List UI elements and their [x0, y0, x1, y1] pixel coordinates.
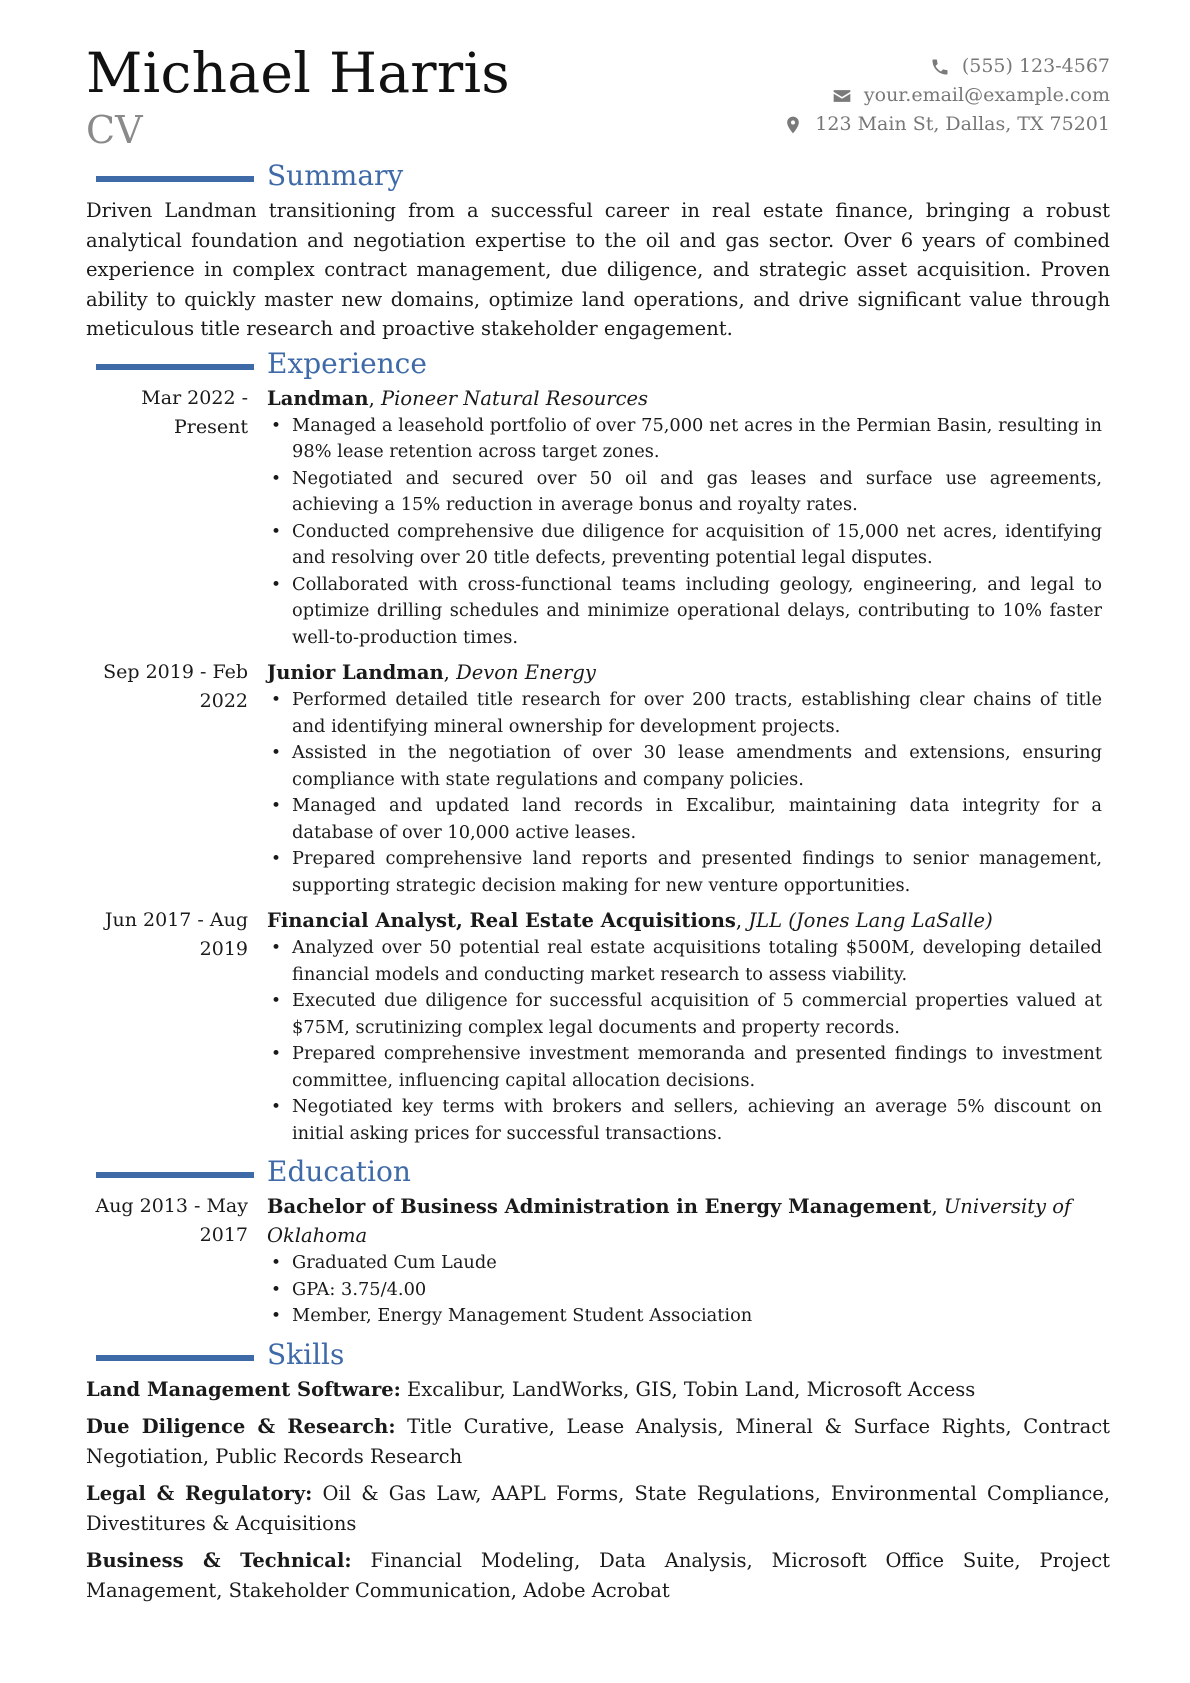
skill-list: Excalibur, LandWorks, GIS, Tobin Land, Microsoft Access	[407, 1377, 976, 1401]
map-pin-icon	[783, 115, 803, 135]
entry-body	[267, 658, 1110, 899]
section-accent-bar	[96, 1172, 254, 1178]
section-header-education	[86, 1154, 1110, 1192]
contact-info	[783, 52, 1110, 139]
list-item: • Performed detailed title research for over 200 tracts, establishing clear chains of title and identifying mineral ownership for development projects.	[267, 687, 1102, 740]
employer-name: Pioneer Natural Resources	[381, 386, 649, 410]
list-item: • Assisted in the negotiation of over 30 lease amendments and extensions, ensuring compliance with state regulations and company policies.	[267, 740, 1102, 793]
skill-group	[86, 1412, 1110, 1471]
job-title: Junior Landman	[267, 661, 444, 684]
entry-body	[267, 384, 1110, 652]
skill-list: Title Curative, Lease Analysis, Mineral & Surface Rights, Contract Negotiation, Public Records Research	[86, 1415, 1110, 1468]
achievement-list	[267, 935, 1102, 1147]
list-item: • GPA: 3.75/4.00	[267, 1277, 1102, 1304]
entry-body	[267, 1192, 1110, 1330]
resume-header	[86, 40, 1110, 158]
list-item: • Managed a leasehold portfolio of over 75,000 net acres in the Permian Basin, resulting in 98% lease retention across target zones.	[267, 413, 1102, 466]
list-item: • Negotiated key terms with brokers and sellers, achieving an average 5% discount on initial asking prices for successful transactions.	[267, 1094, 1102, 1147]
skill-category: Due Diligence & Research:	[86, 1415, 396, 1438]
entry-date: Aug 2013 - May 2017	[95, 1195, 248, 1246]
job-title: Landman	[267, 386, 369, 410]
skill-category: Legal & Regulatory:	[86, 1482, 313, 1505]
entry-date: Jun 2017 - Aug 2019	[104, 909, 248, 960]
list-item: • Collaborated with cross-functional teams including geology, engineering, and legal to optimize drilling schedules and minimize operational delays, contributing to 10% faster well-to-production times.	[267, 572, 1102, 652]
list-item: • Conducted comprehensive due diligence for acquisition of 15,000 net acres, identifying and resolving over 20 title defects, preventing potential legal disputes.	[267, 519, 1102, 572]
section-accent-bar	[96, 176, 254, 182]
entry-heading: Landman, Pioneer Natural Resources	[267, 386, 649, 410]
envelope-icon	[832, 86, 852, 106]
employer-name: Devon Energy	[456, 661, 596, 684]
entry-heading: Financial Analyst, Real Estate Acquisitions, JLL (Jones Lang LaSalle)	[267, 909, 993, 932]
education-details-list	[267, 1250, 1102, 1330]
education-entry	[86, 1192, 1110, 1330]
candidate-name: Michael Harris	[86, 41, 510, 105]
document-subtitle: CV	[86, 108, 143, 152]
skill-list: Oil & Gas Law, AAPL Forms, State Regulations, Environmental Compliance, Divestitures & Acquisitions	[86, 1482, 1110, 1535]
achievement-list	[267, 687, 1102, 899]
skill-group	[86, 1375, 1110, 1405]
list-item: • Member, Energy Management Student Association	[267, 1303, 1102, 1330]
list-item: • Analyzed over 50 potential real estate acquisitions totaling $500M, developing detailed financial models and conducting market research to assess viability.	[267, 935, 1102, 988]
entry-date: Sep 2019 - Feb 2022	[103, 661, 248, 712]
entry-date: Mar 2022 - Present	[141, 386, 248, 438]
entry-body	[267, 906, 1110, 1147]
resume-page	[86, 40, 1110, 1613]
contact-address	[783, 110, 1110, 139]
section-accent-bar	[96, 1355, 254, 1361]
entry-heading: Junior Landman, Devon Energy	[267, 661, 596, 684]
summary-text: Driven Landman transitioning from a successful career in real estate finance, bringing a robust analytical foundation and negotiation expertise to the oil and gas sector. Over 6 years of combined experience in complex contract management, due diligence, and strategic asset acquisition. Proven ability to quickly master new domains, optimize land operations, and drive significant value through meticulous title research and proactive stakeholder engagement.	[86, 199, 1110, 340]
list-item: • Executed due diligence for successful acquisition of 5 commercial properties valued at $75M, scrutinizing complex legal documents and property records.	[267, 988, 1102, 1041]
list-item: • Negotiated and secured over 50 oil and gas leases and surface use agreements, achieving a 15% reduction in average bonus and royalty rates.	[267, 466, 1102, 519]
experience-entry	[86, 906, 1110, 1147]
list-item: • Graduated Cum Laude	[267, 1250, 1102, 1277]
contact-phone	[783, 52, 1110, 81]
employer-name: JLL (Jones Lang LaSalle)	[748, 909, 993, 932]
section-header-skills	[86, 1337, 1110, 1375]
phone-icon	[930, 57, 950, 77]
list-item: • Prepared comprehensive land reports and presented findings to senior management, supporting strategic decision making for new venture opportunities.	[267, 846, 1102, 899]
section-title-skills: Skills	[267, 1337, 345, 1371]
institution-name: University of Oklahoma	[267, 1195, 1072, 1247]
skill-category: Business & Technical:	[86, 1549, 352, 1572]
section-title-experience: Experience	[267, 346, 427, 380]
section-header-experience	[86, 346, 1110, 384]
section-header-summary	[86, 158, 1110, 196]
job-title: Financial Analyst, Real Estate Acquisitions	[267, 909, 736, 932]
street-address: 123 Main St, Dallas, TX 75201	[815, 113, 1110, 135]
contact-email	[783, 81, 1110, 110]
experience-entry	[86, 658, 1110, 899]
phone-number: (555) 123-4567	[961, 55, 1110, 77]
experience-entry	[86, 384, 1110, 652]
degree-title: Bachelor of Business Administration in Energy Management	[267, 1195, 932, 1218]
section-title-education: Education	[267, 1155, 411, 1188]
list-item: • Managed and updated land records in Excalibur, maintaining data integrity for a database of over 10,000 active leases.	[267, 793, 1102, 846]
skill-group	[86, 1479, 1110, 1538]
list-item: • Prepared comprehensive investment memoranda and presented findings to investment committee, influencing capital allocation decisions.	[267, 1041, 1102, 1094]
email-address[interactable]: your.email@example.com	[863, 84, 1110, 106]
section-title-summary: Summary	[267, 159, 404, 192]
section-accent-bar	[96, 364, 254, 370]
skill-list: Financial Modeling, Data Analysis, Microsoft Office Suite, Project Management, Stakeholder Communication, Adobe Acrobat	[86, 1549, 1110, 1602]
entry-heading: Bachelor of Business Administration in Energy Management, University of Oklahoma	[267, 1195, 1072, 1247]
skill-group	[86, 1546, 1110, 1605]
skill-category: Land Management Software:	[86, 1377, 401, 1401]
achievement-list	[267, 413, 1102, 652]
